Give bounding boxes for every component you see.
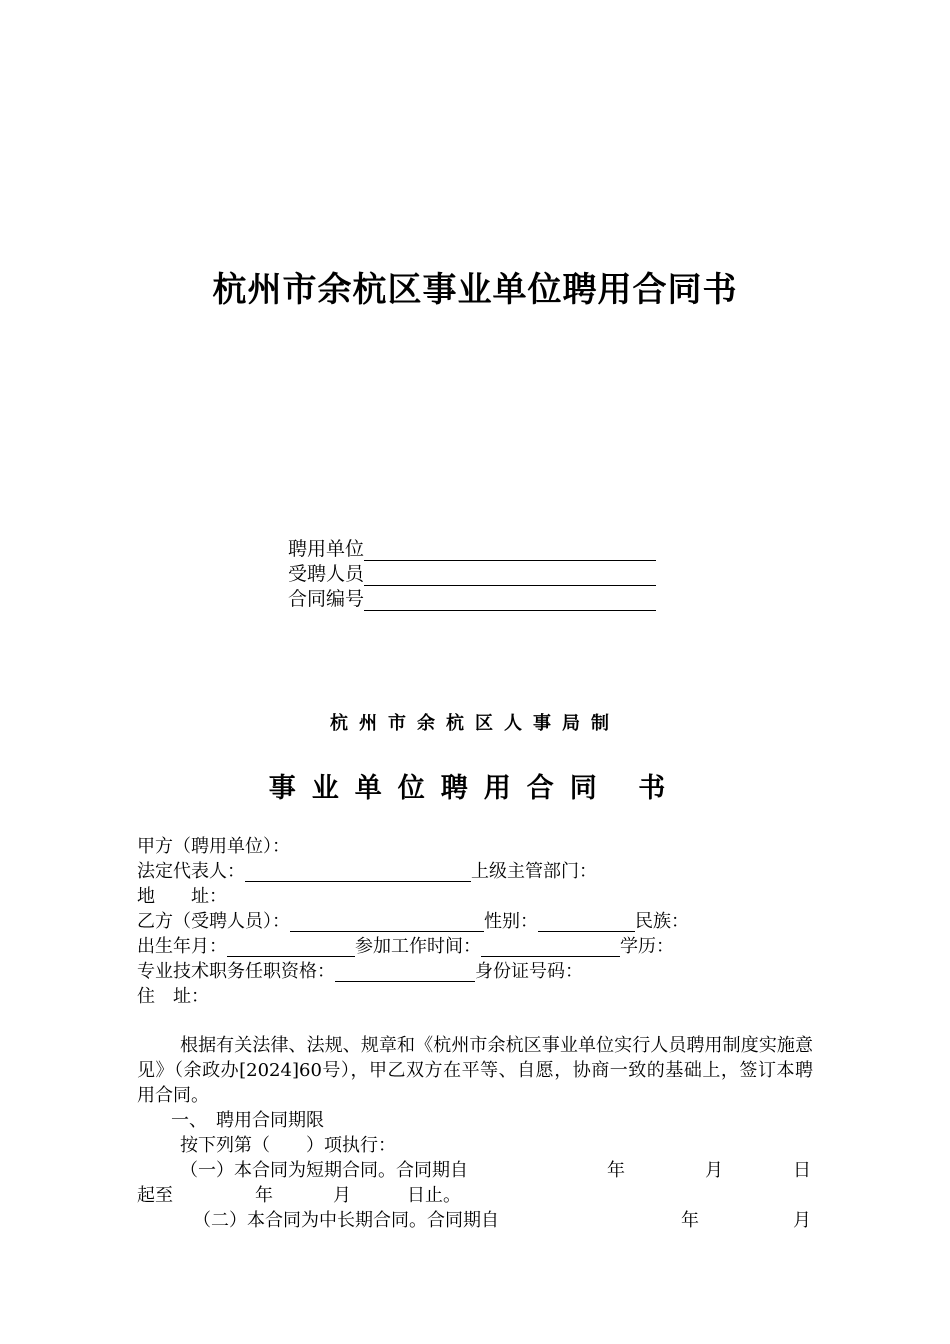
item-2-start: （二）本合同为中长期合同。合同期自 bbox=[193, 1210, 499, 1231]
cover-fields bbox=[288, 536, 656, 611]
cover-field-label: 受聘人员 bbox=[288, 563, 365, 585]
fill-line bbox=[538, 914, 635, 932]
cover-field-label: 聘用单位 bbox=[288, 538, 365, 560]
item-1-end: 日止。 bbox=[407, 1185, 461, 1206]
party-info bbox=[137, 834, 689, 1009]
section-1-heading bbox=[137, 1108, 813, 1133]
gender-label: 性别： bbox=[484, 911, 538, 932]
year-label: 年 bbox=[255, 1185, 273, 1206]
choose-line bbox=[137, 1133, 813, 1158]
party-a-label: 甲方（聘用单位）： bbox=[137, 836, 290, 857]
ethnicity-label: 民族： bbox=[635, 911, 689, 932]
birth-row bbox=[137, 934, 689, 959]
choose-text: 按下列第（ ）项执行： bbox=[180, 1135, 396, 1156]
legal-rep-label: 法定代表人： bbox=[137, 861, 245, 882]
month-label: 月 bbox=[333, 1185, 351, 1206]
fill-line bbox=[290, 914, 484, 932]
contract-body bbox=[137, 1033, 813, 1233]
cover-field-contract-no bbox=[288, 586, 656, 611]
party-b-label: 乙方（受聘人员）： bbox=[137, 911, 290, 932]
qualification-row bbox=[137, 959, 689, 984]
address-a-label: 地 址： bbox=[137, 886, 227, 907]
party-a-row bbox=[137, 834, 689, 859]
issuer-line: 杭州市余杭区人事局制 bbox=[330, 713, 620, 734]
year-label: 年 bbox=[681, 1210, 699, 1231]
fill-line bbox=[245, 864, 471, 882]
month-label: 月 bbox=[793, 1210, 811, 1231]
fill-line bbox=[335, 964, 475, 982]
party-b-row bbox=[137, 909, 689, 934]
item-1-from: 起至 bbox=[137, 1185, 173, 1206]
item-2-line-1 bbox=[137, 1208, 813, 1233]
fill-line bbox=[364, 590, 656, 611]
legal-rep-row bbox=[137, 859, 689, 884]
fill-line bbox=[364, 540, 656, 561]
month-label: 月 bbox=[705, 1160, 723, 1181]
birth-label: 出生年月： bbox=[137, 936, 227, 957]
education-label: 学历： bbox=[620, 936, 674, 957]
qualification-label: 专业技术职务任职资格： bbox=[137, 961, 335, 982]
cover-title: 杭州市余杭区事业单位聘用合同书 bbox=[212, 270, 738, 310]
contract-subtitle: 事业单位聘用合同 书 bbox=[268, 773, 682, 804]
fill-line bbox=[227, 939, 355, 957]
address-b-label: 住 址： bbox=[137, 986, 209, 1007]
section-1-title: 一、 聘用合同期限 bbox=[171, 1110, 324, 1131]
fill-line bbox=[364, 565, 656, 586]
year-label: 年 bbox=[607, 1160, 625, 1181]
address-b-row bbox=[137, 984, 689, 1009]
cover-field-label: 合同编号 bbox=[288, 588, 365, 610]
id-number-label: 身份证号码： bbox=[475, 961, 583, 982]
superior-dept-label: 上级主管部门： bbox=[471, 861, 597, 882]
address-a-row bbox=[137, 884, 689, 909]
item-1-start: （一）本合同为短期合同。合同期自 bbox=[180, 1160, 468, 1181]
cover-field-employer bbox=[288, 536, 656, 561]
work-start-label: 参加工作时间： bbox=[355, 936, 481, 957]
item-1-line-1 bbox=[137, 1158, 813, 1183]
item-1-line-2 bbox=[137, 1183, 813, 1208]
day-label: 日 bbox=[793, 1160, 811, 1181]
cover-field-employee bbox=[288, 561, 656, 586]
intro-paragraph: 根据有关法律、法规、规章和《杭州市余杭区事业单位实行人员聘用制度实施意见》（余政办[2024]60号），甲乙双方在平等、自愿，协商一致的基础上，签订本聘用合同。 bbox=[137, 1035, 813, 1106]
fill-line bbox=[481, 939, 620, 957]
